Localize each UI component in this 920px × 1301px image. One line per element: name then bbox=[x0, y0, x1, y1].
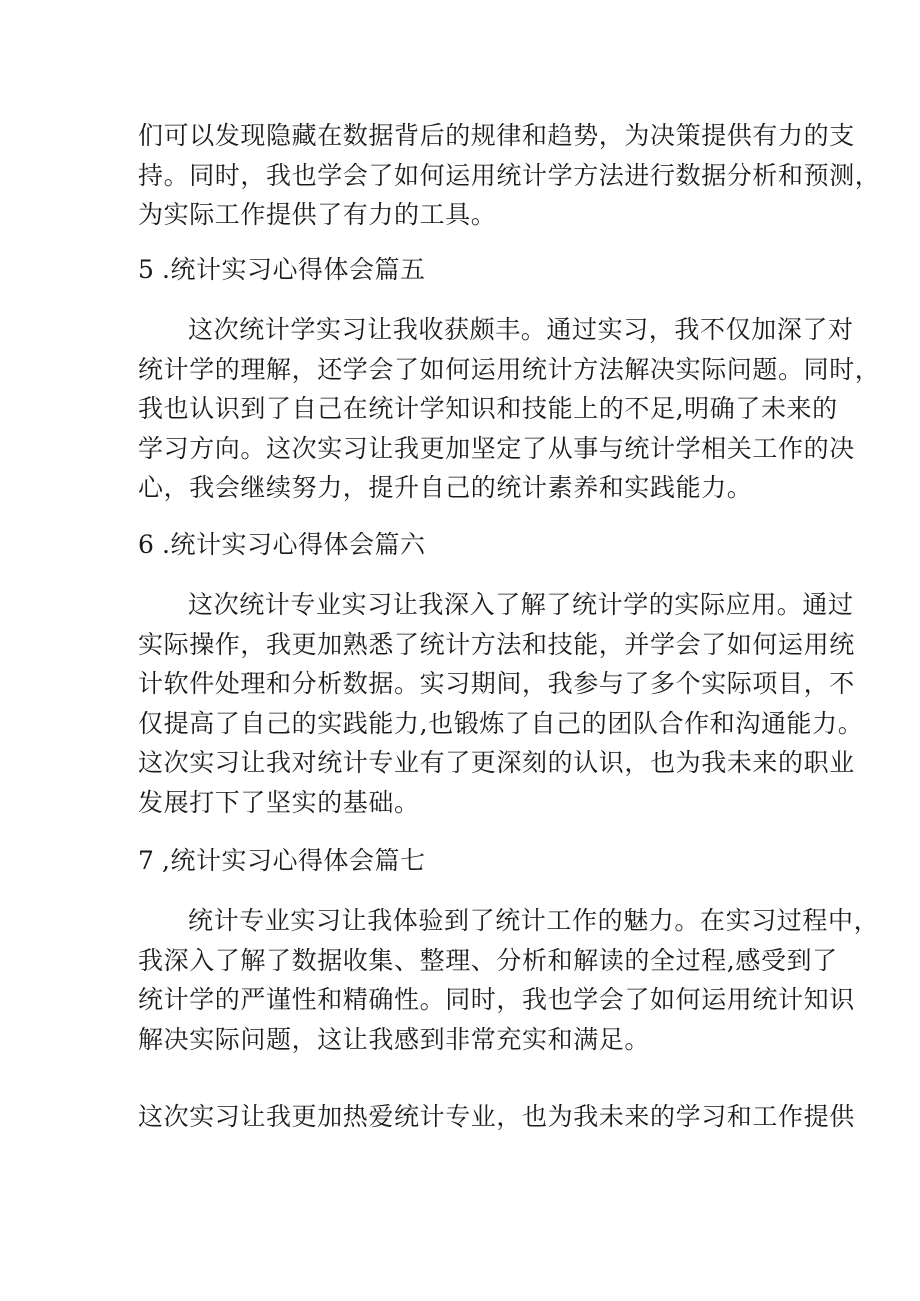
paragraph-line: 发展打下了坚实的基础。 bbox=[138, 787, 420, 817]
section-6-paragraph bbox=[138, 585, 864, 822]
paragraph-line: 这次统计专业实习让我深入了解了统计学的实际应用。通过 bbox=[188, 590, 854, 619]
section-7-paragraph bbox=[138, 901, 880, 1059]
paragraph-line: 这次统计学实习让我收获颇丰。通过实习，我不仅加深了对 bbox=[188, 315, 854, 344]
paragraph-line: 统计专业实习让我体验到了统计工作的魅力。在实习过程中， bbox=[188, 906, 880, 935]
paragraph-line: 计软件处理和分析数据。实习期间，我参与了多个实际项目，不 bbox=[138, 669, 855, 698]
section-title: .统计实习心得体会篇五 bbox=[162, 255, 426, 284]
paragraph-line: 这次实习让我对统计专业有了更深刻的认识，也为我未来的职业 bbox=[138, 748, 855, 777]
paragraph-line: 持。同时，我也学会了如何运用统计学方法进行数据分析和预测， bbox=[138, 160, 881, 190]
closing-paragraph bbox=[138, 1097, 855, 1137]
section-title: ,统计实习心得体会篇七 bbox=[162, 846, 426, 875]
paragraph-line: 我深入了解了数据收集、整理、分析和解读的全过程,感受到了 bbox=[138, 945, 838, 975]
paragraph-line: 仅提高了自己的实践能力,也锻炼了自己的团队合作和沟通能力。 bbox=[138, 708, 864, 738]
section-heading-6 bbox=[138, 527, 425, 563]
intro-paragraph bbox=[138, 116, 881, 235]
section-number: 7 bbox=[138, 846, 155, 875]
paragraph-line: 们可以发现隐藏在数据背后的规律和趋势，为决策提供有力的支 bbox=[138, 121, 855, 150]
paragraph-line: 实际操作，我更加熟悉了统计方法和技能，并学会了如何运用统 bbox=[138, 629, 855, 659]
paragraph-line: 解决实际问题，这让我感到非常充实和满足。 bbox=[138, 1024, 651, 1054]
section-5-paragraph bbox=[138, 310, 881, 508]
section-number: 5 bbox=[138, 255, 155, 284]
paragraph-line: 心，我会继续努力，提升自己的统计素养和实践能力。 bbox=[138, 473, 753, 502]
paragraph-line: 学习方向。这次实习让我更加坚定了从事与统计学相关工作的决 bbox=[138, 433, 855, 463]
section-title: .统计实习心得体会篇六 bbox=[162, 530, 426, 559]
section-heading-7 bbox=[138, 843, 425, 879]
paragraph-line: 我也认识到了自己在统计学知识和技能上的不足,明确了未来的 bbox=[138, 394, 838, 423]
section-heading-5 bbox=[138, 252, 425, 288]
section-number: 6 bbox=[138, 530, 155, 559]
paragraph-line: 统计学的理解，还学会了如何运用统计方法解决实际问题。同时， bbox=[138, 354, 881, 384]
paragraph-line: 为实际工作提供了有力的工具。 bbox=[138, 200, 497, 229]
paragraph-line: 统计学的严谨性和精确性。同时，我也学会了如何运用统计知识 bbox=[138, 985, 855, 1014]
paragraph-line: 这次实习让我更加热爱统计专业，也为我未来的学习和工作提供 bbox=[138, 1102, 855, 1131]
